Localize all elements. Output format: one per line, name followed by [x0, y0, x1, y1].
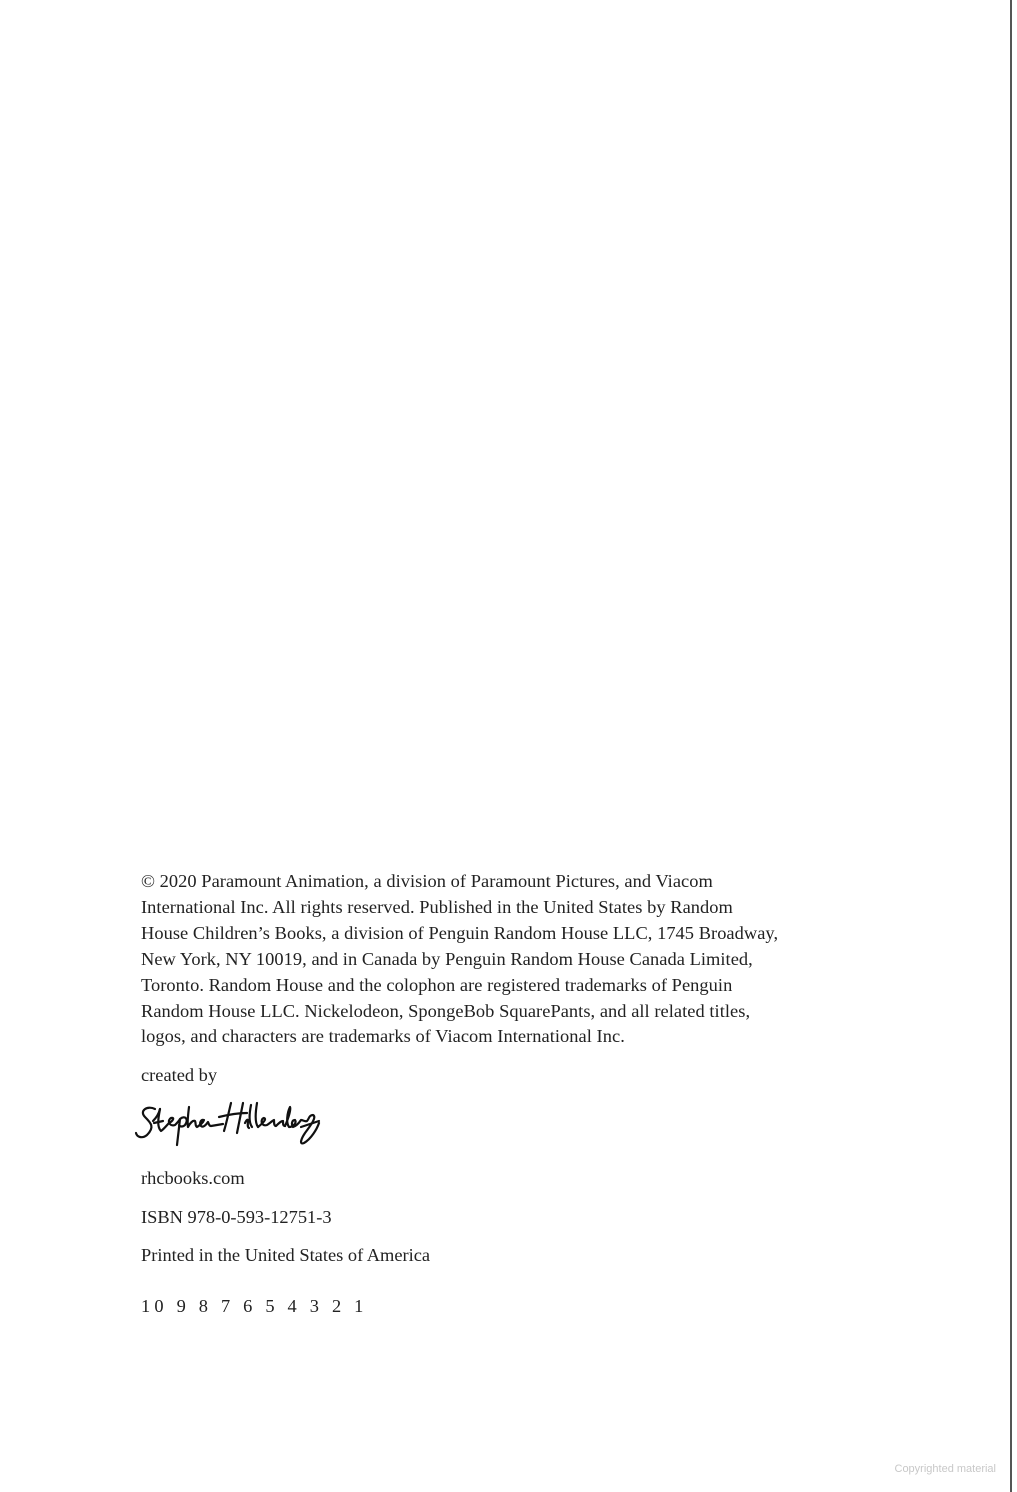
- copyright-line: Toronto. Random House and the colophon are registered trademarks of Penguin: [141, 974, 733, 995]
- created-by-label: created by: [141, 1065, 218, 1085]
- colophon-block: [141, 869, 861, 1316]
- copyright-watermark: Copyrighted material: [894, 1463, 996, 1475]
- signature-image: [133, 1093, 323, 1153]
- copyright-line: logos, and characters are trademarks of Viacom International Inc.: [141, 1026, 625, 1047]
- copyright-line: New York, NY 10019, and in Canada by Penguin Random House Canada Limited,: [141, 948, 753, 969]
- website-url: rhcbooks.com: [141, 1168, 245, 1188]
- printing-number-line: 10 9 8 7 6 5 4 3 2 1: [141, 1296, 368, 1316]
- isbn-number: ISBN 978-0-593-12751-3: [141, 1207, 332, 1227]
- copyright-line: © 2020 Paramount Animation, a division of Paramount Pictures, and Viacom: [141, 871, 713, 891]
- copyright-line: Random House LLC. Nickelodeon, SpongeBob SquarePants, and all related titles,: [141, 1000, 751, 1021]
- printed-in-line: Printed in the United States of America: [141, 1245, 431, 1265]
- copyright-line: House Children’s Books, a division of Penguin Random House LLC, 1745 Broadway,: [141, 922, 779, 943]
- copyright-notice: [141, 869, 861, 1050]
- copyright-line: International Inc. All rights reserved. Published in the United States by Random: [141, 896, 733, 917]
